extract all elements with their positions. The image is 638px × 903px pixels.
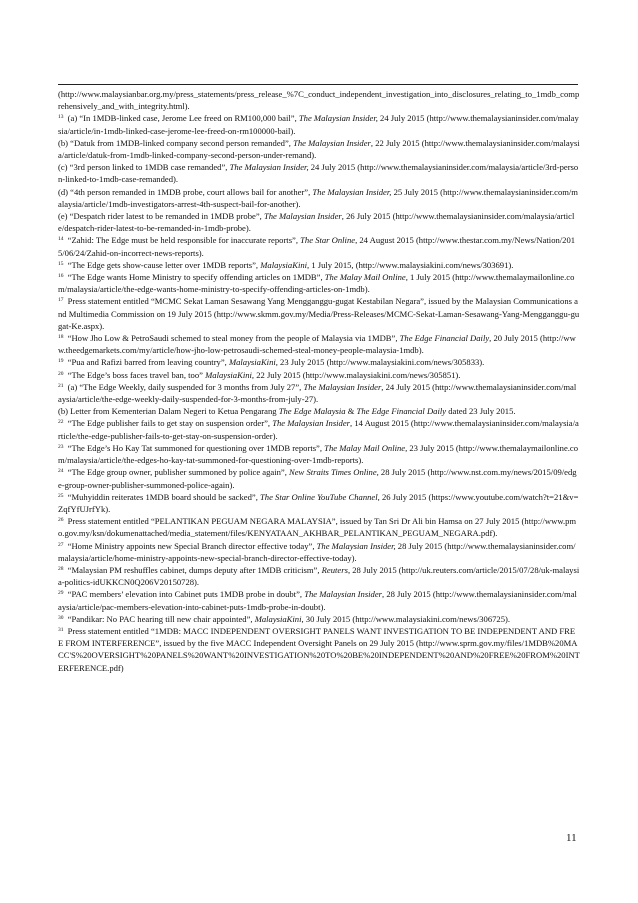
footnote-number: 15 [58,260,64,267]
source-title: The Malaysian Insider, [316,540,396,551]
footnote-text: 1 July 2015 (http://www.themalaymailonline.com/malaysia/article/the-edge-wants-home-ministry-to-specify-offending-articles-on-1mdb). [58,272,575,295]
source-title: The Edge Malaysia [278,406,346,417]
footnote-text: “The Edge group owner, publisher summoned by police again”, [65,467,290,478]
footnote-text: “The Edge’s boss faces travel ban, too” [65,369,206,380]
source-title: New Straits Times Online, [289,467,379,478]
footnote-text: dated 23 July 2015. [446,406,516,417]
footnote-text: 25 July 2015 (http://www.themalaysianinsider.com/malaysia/article/1mdb-investigators-arrest-4th-suspect-bail-for-another). [58,186,578,209]
footnote-number: 19 [58,358,64,365]
footnote [58,112,580,136]
footnote-text: “The Edge wants Home Ministry to specify offending articles on 1MDB”, [65,272,325,283]
source-title: MalaysiaKini, [228,357,278,368]
footnote [58,625,580,674]
footnote-text: “PAC members’ elevation into Cabinet puts 1MDB probe in doubt”, [65,589,305,600]
footnote-text: , 30 July 2015 (http://www.malaysiakini.com/news/306725). [301,613,511,624]
footnote-text: , 26 July 2015 (http://www.themalaysianinsider.com/malaysia/article/despatch-rider-latest-to-be-remanded-in-1mdb-probe). [58,211,575,234]
footnote [58,88,580,112]
footnote-number: 20 [58,370,64,377]
footnote-text: 22 July 2015 (http://www.malaysiakini.com/news/305851). [254,369,461,380]
footnote [58,442,580,466]
source-title: The Star Online [300,235,356,246]
footnote [58,515,580,539]
footnote [58,466,580,490]
footnote-text: , 24 July 2015 (http://www.themalaysianinsider.com/malaysia/article/the-edge-weekly-daily-suspended-for-3-months-from-july-27). [58,381,577,405]
footnote [58,186,580,210]
source-title: The Malaysian Insider [304,589,383,600]
footnote [58,137,580,161]
footnote-text: (a) “In 1MDB-linked case, Jerome Lee freed on RM100,000 bail”, [65,113,299,124]
source-title: MalaysiaKini, [260,259,310,270]
footnote-text: , 20 July 2015 (http://www.theedgemarkets.com/my/article/how-jho-low-petrosaudi-schemed-steal-money-people-malaysia-1mdb). [58,333,576,356]
source-title: The Malaysian Insider, [298,113,378,124]
footnote [58,564,580,588]
footnote-text: , 14 August 2015 (http://www.themalaysianinsider.com/malaysia/article/the-edge-publisher-fails-to-get-stay-on-suspension-order). [58,418,579,441]
footnote-text: “Malaysian PM reshuffles cabinet, dumps deputy after 1MDB criticism”, [65,564,322,575]
footnote [58,613,580,625]
footnote-number: 30 [58,614,64,621]
footnote-text: (d) “4th person remanded in 1MDB probe, court allows bail for another”, [58,186,313,197]
source-title: The Malaysian Insider, [312,186,392,197]
footnote-text: (http://www.malaysianbar.org.my/press_statements/press_release_%7C_conduct_independent_investigation_into_disclosures_relating_to_1mdb_comprehensively_and_with_integrity.html). [58,89,580,112]
footnote-text: (b) “Datuk from 1MDB-linked company second person remanded”, [58,137,294,148]
footnote-text: (a) “The Edge Weekly, daily suspended for 3 months from July 27”, [65,381,304,392]
footnote [58,210,580,234]
footnote-number: 17 [58,297,64,304]
footnote [58,491,580,515]
footnote-text: 24 July 2015 (http://www.themalaysianinsider.com/malaysia/article/3rd-person-linked-to-1mdb-case-remanded). [58,162,579,185]
footnote-number: 29 [58,590,64,597]
footnote-text: , 22 July 2015 (http://www.themalaysianinsider.com/malaysia/article/datuk-from-1mdb-linked-company-second-person-under-remand). [58,137,580,161]
footnote-number: 31 [58,626,64,633]
footnote [58,369,580,381]
footnote-text: (c) “3rd person linked to 1MDB case remanded”, [58,162,230,173]
source-title: The Malay Mail Online, [324,442,408,453]
footnote-text: , 28 July 2015 (http://www.themalaysianinsider.com/malaysia/article/pac-members-elevation-into-cabinet-puts-1mdb-probe-in-doubt). [58,589,577,612]
footnote-text: 28 July 2015 (http://www.themalaysianinsider.com/malaysia/article/home-ministry-appoints-new-special-branch-director-effective-today). [58,540,576,563]
footnote-text: “How Jho Low & PetroSaudi schemed to steal money from the people of Malaysia via 1MDB”, [65,333,400,344]
footnote [58,405,580,417]
source-title: The Edge Financial Daily [399,333,490,344]
source-title: MalaysiaKini [254,613,302,624]
footnote [58,356,580,368]
footnote-text: , 26 July 2015 (https://www.youtube.com/watch?t=21&v=ZqfYfUJrfYk). [58,491,579,514]
footnote-text: “Muhyiddin reiterates 1MDB board should be sacked”, [65,491,261,502]
footnote [58,332,580,356]
footnote-text: 23 July 2015 (http://www.themalaymailonline.com/malaysia/article/the-edges-ho-kay-tat-summoned-for-questioning-over-1mdb-reports). [58,442,579,466]
footnote-text: , 24 August 2015 (http://www.thestar.com.my/News/Nation/2015/06/24/Zahid-on-incorrect-news-reports). [58,235,576,258]
footnote-text: “Pandikar: No PAC hearing till new chair appointed”, [65,613,255,624]
footnote-number: 26 [58,517,64,524]
footnote-text: (b) Letter from Kementerian Dalam Negeri to Ketua Pengarang [58,406,279,417]
footnote-number: 21 [58,382,64,389]
footnote-text: 1 July 2015, (http://www.malaysiakini.com/news/303691). [309,259,514,270]
footnote [58,234,580,258]
footnote-text: “The Edge gets show-cause letter over 1MDB reports”, [65,259,261,270]
footnote-text: “The Edge publisher fails to get stay on suspension order”, [65,418,273,429]
footnote-text: “Home Ministry appoints new Special Branch director effective today”, [65,540,317,551]
footnote [58,161,580,185]
footnote-text: 23 July 2015 (http://www.malaysiakini.com/news/305833). [277,357,485,368]
source-title: The Malaysian Insider [263,211,342,222]
footnote-number: 22 [58,419,64,426]
footnote-separator [58,84,578,85]
footnote-text: (e) “Despatch rider latest to be remanded in 1MDB probe”, [58,211,264,222]
footnote [58,588,580,612]
footnote [58,417,580,441]
footnote [58,259,580,271]
footnote-text: “Zahid: The Edge must be held responsible for inaccurate reports”, [65,235,301,246]
footnote [58,295,580,332]
source-title: MalaysiaKini, [205,369,255,380]
footnote-number: 18 [58,334,64,341]
footnote-number: 14 [58,236,64,243]
footnote-number: 24 [58,468,64,475]
footnote-number: 27 [58,541,64,548]
source-title: The Edge Financial Daily [356,406,447,417]
footnote-text: Press statement entitled “1MDB: MACC INDEPENDENT OVERSIGHT PANELS WANT INVESTIGATION TO BE INDEPENDENT AND FREE FROM INTERFERENCE”, issued by the five MACC Independent Oversight Panels on 29 July 2015 (http://www.sprm.gov.my/files/1MDB%20MACC'S%20OVERSIGHT%20PANELS%20WANT%20INVESTIGATION%20TO%20BE%20INDEPENDENT%20AND%20FREE%20FROM%20INTERFERENCE.pdf) [58,625,580,673]
footnote-text: “The Edge’s Ho Kay Tat summoned for questioning over 1MDB reports”, [65,442,325,453]
footnote-text: Press statement entitled “PELANTIKAN PEGUAM NEGARA MALAYSIA”, issued by Tan Sri Dr Ali bin Hamsa on 27 July 2015 (http://www.pmo.gov.my/ksn/dokumenattached/media_statement/files/KENYATAAN_AKHBAR_PELANTIKAN_PEGUAM_NEGARA.pdf). [58,516,577,539]
footnote-number: 25 [58,492,64,499]
footnote-number: 28 [58,565,64,572]
footnote-text: 28 July 2015 (http://www.nst.com.my/news/2015/09/edge-group-owner-publisher-summoned-police-again). [58,467,577,490]
source-title: The Malaysian Insider [303,381,382,392]
source-title: Reuters [321,564,348,575]
footnote [58,381,580,405]
source-title: The Malaysian Insider [272,418,351,429]
footnote-number: 13 [58,114,64,121]
footnote [58,271,580,295]
footnote-text: & [345,406,357,417]
footnote-text: Press statement entitled “MCMC Sekat Laman Sesawang Yang Mengganggu-gugat Kestabilan Negara”, issued by the Malaysian Communications and Multimedia Commission on 19 July 2015 (http://www.skmm.gov.my/Media/Press-Releases/MCMC-Sekat-Laman-Sesawang-Yang-Mengganggu-gugat-Ke.aspx). [58,296,580,331]
footnote [58,540,580,564]
source-title: The Malay Mail Online, [324,272,408,283]
footnote-text: , 28 July 2015 (http://uk.reuters.com/article/2015/07/28/uk-malaysia-politics-idUKKCN0Q206V20150728). [58,564,580,588]
footnote-text: 24 July 2015 (http://www.themalaysianinsider.com/malaysia/article/in-1mdb-linked-case-jerome-lee-freed-on-rm100000-bail). [58,113,579,136]
footnote-number: 16 [58,273,64,280]
page-number: 11 [566,832,577,844]
source-title: The Malaysian Insider, [229,162,309,173]
footnotes [58,88,580,674]
source-title: The Star Online YouTube Channel [260,491,378,502]
source-title: The Malaysian Insider [293,137,371,148]
footnote-number: 23 [58,443,64,450]
footnote-text: “Pua and Rafizi barred from leaving country”, [65,357,229,368]
